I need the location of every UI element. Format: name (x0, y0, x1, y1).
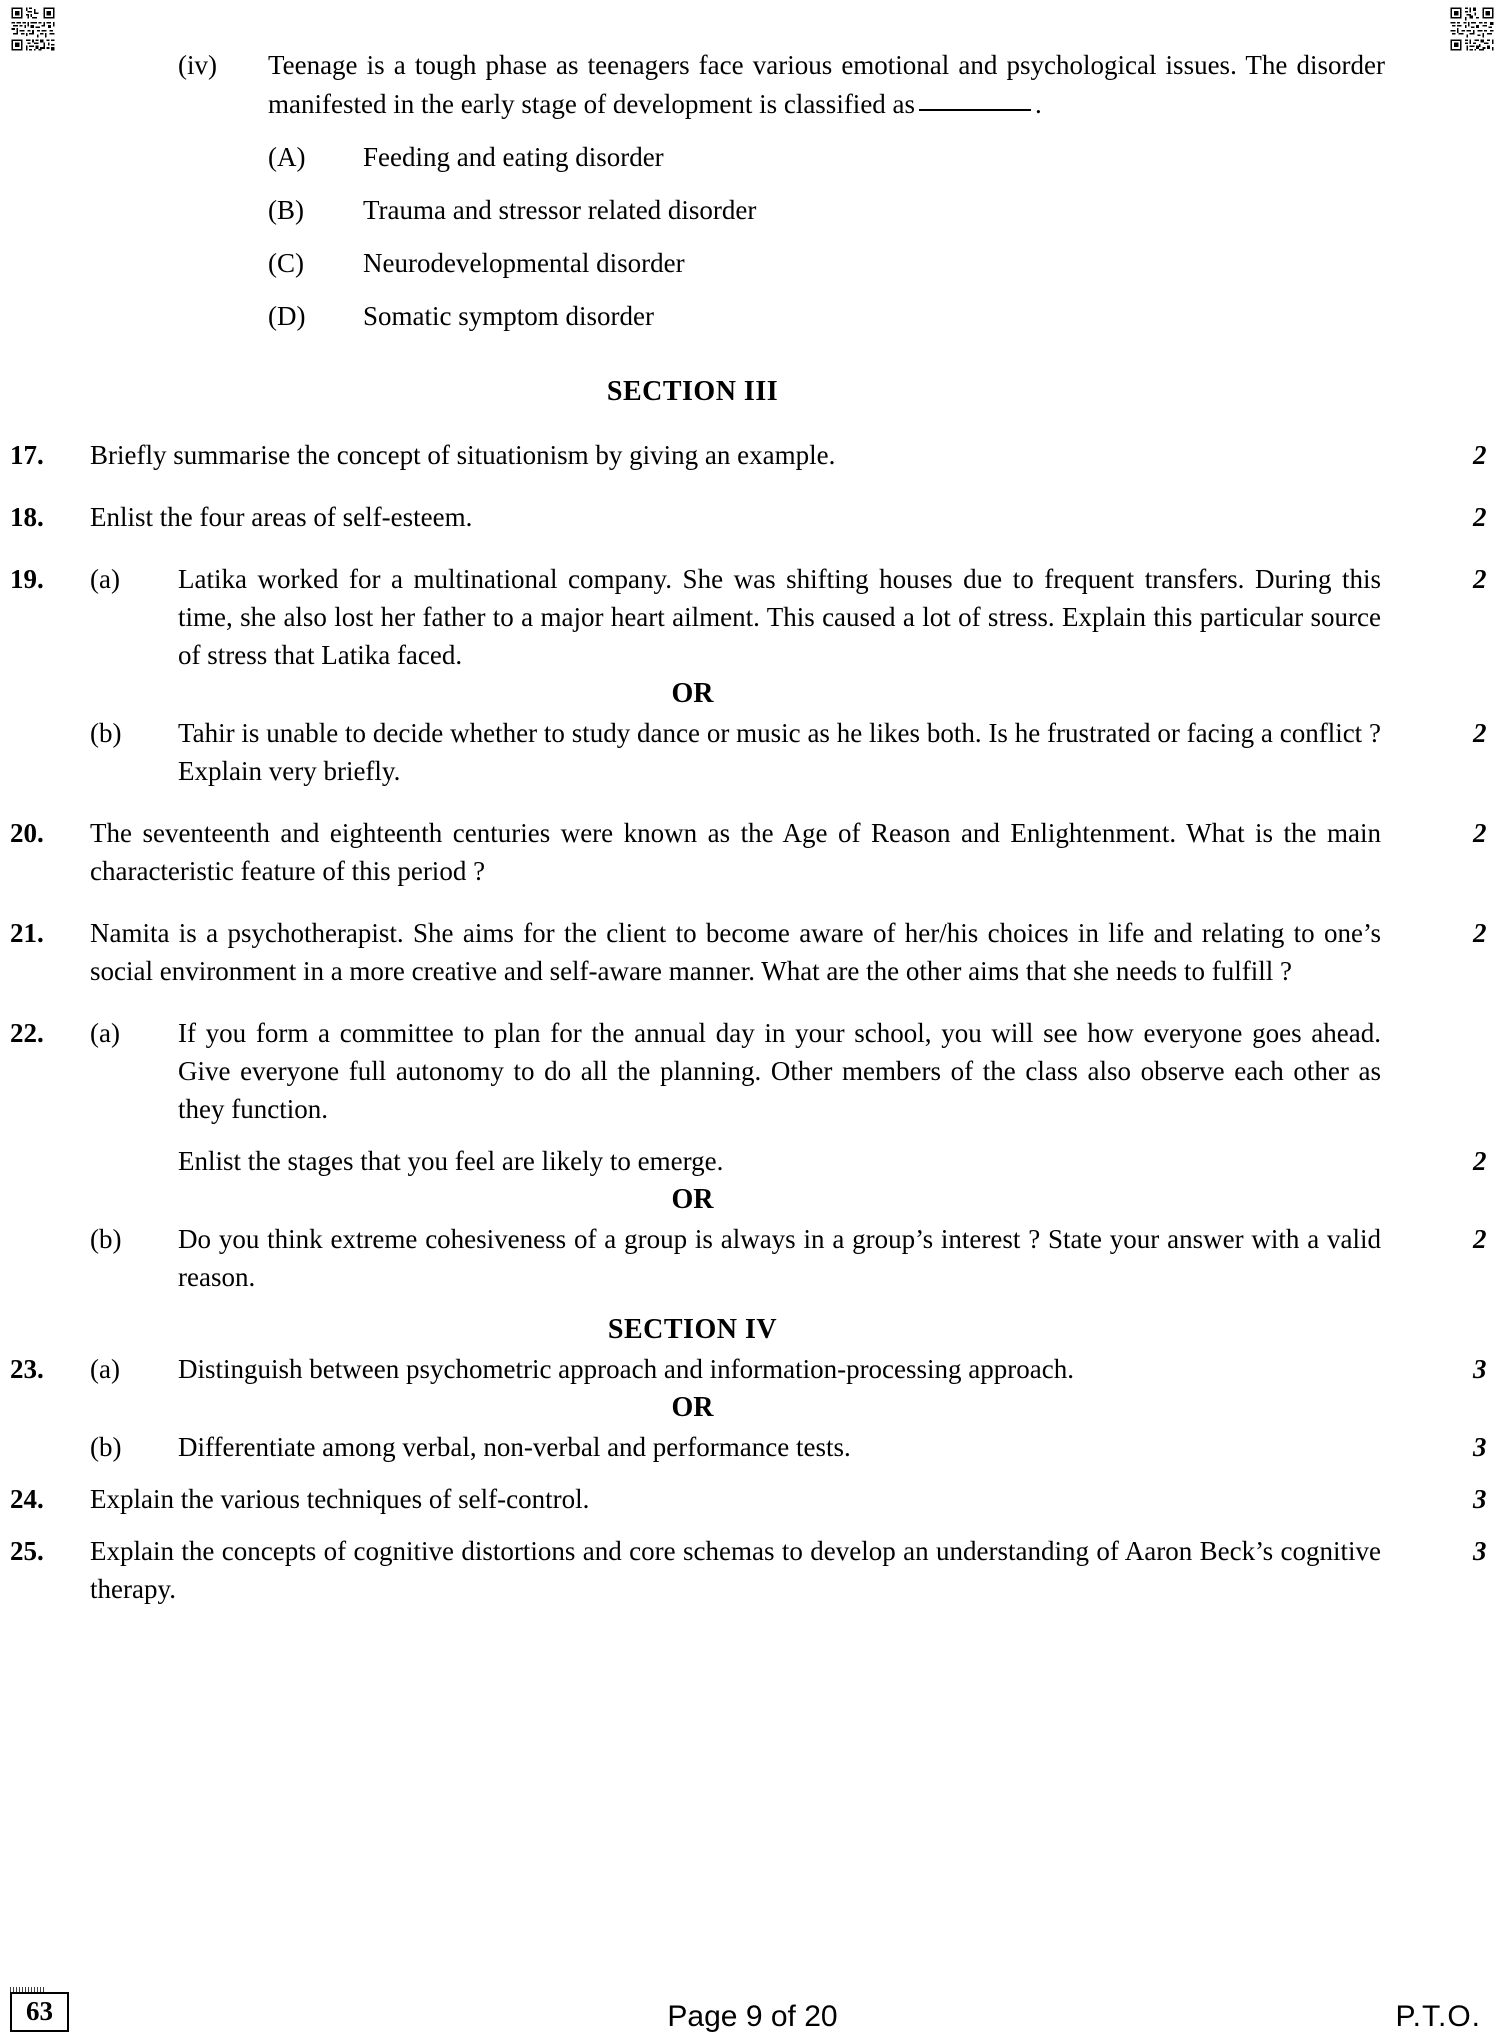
question-marks: 2 (1473, 818, 1487, 848)
fill-in-blank (919, 109, 1031, 111)
mcq-option-letter: (A) (268, 142, 306, 172)
mcq-option-d[interactable] (0, 297, 1505, 336)
question-marks: 2 (1473, 502, 1487, 532)
mcq-option-text: Neurodevelopmental disorder (363, 248, 685, 278)
question-paper-content (0, 46, 1505, 1608)
spacer (0, 336, 1505, 372)
mcq-option-c[interactable] (0, 244, 1505, 283)
mcq-stem-text (268, 46, 1505, 124)
question-23a (0, 1350, 1505, 1388)
question-marks: 3 (1473, 1484, 1487, 1514)
question-text: Distinguish between psychometric approach and information-processing approach. (178, 1354, 1074, 1384)
mcq-option-text: Trauma and stressor related disorder (363, 195, 757, 225)
question-number: 23. (10, 1354, 44, 1384)
question-sublabel: (b) (90, 718, 122, 748)
question-24 (0, 1480, 1505, 1518)
question-18 (0, 498, 1505, 536)
question-text: Namita is a psychotherapist. She aims for the client to become aware of her/his choices in life and relating to one’s social environment in a more creative and self-aware manner. What are the other aims that she needs to fulfill ? (90, 918, 1381, 986)
spacer (0, 1518, 1505, 1532)
paper-code: 63 (10, 1992, 69, 2032)
page-number: Page 9 of 20 (667, 2000, 838, 2033)
question-number: 25. (10, 1536, 44, 1566)
question-marks: 2 (1473, 1146, 1487, 1176)
mcq-option-letter: (C) (268, 248, 304, 278)
question-23b (0, 1428, 1505, 1466)
question-number: 18. (10, 502, 44, 532)
question-22b (0, 1220, 1505, 1296)
mcq-option-letter: (B) (268, 195, 304, 225)
question-25 (0, 1532, 1505, 1608)
mcq-option-text: Feeding and eating disorder (363, 142, 664, 172)
mcq-option-b[interactable] (0, 191, 1505, 230)
mcq-stem (0, 46, 1505, 124)
question-22a-continued (0, 1142, 1505, 1180)
spacer (0, 1296, 1505, 1310)
question-19b (0, 714, 1505, 790)
question-text: Explain the various techniques of self-control. (90, 1484, 590, 1514)
question-marks: 3 (1473, 1354, 1487, 1384)
question-text: The seventeenth and eighteenth centuries were known as the Age of Reason and Enlightenment. What is the main characteristic feature of this period ? (90, 818, 1381, 886)
spacer (0, 412, 1505, 436)
question-17 (0, 436, 1505, 474)
question-text: Latika worked for a multinational company. She was shifting houses due to frequent transfers. During this time, she also lost her father to a major heart ailment. This caused a lot of stress. Explain this particular source of stress that Latika faced. (178, 564, 1381, 670)
mcq-stem-sentence: Teenage is a tough phase as teenagers face various emotional and psychological issues. The disorder manifested in the early stage of development is classified as (268, 50, 1385, 119)
question-22a (0, 1014, 1505, 1128)
question-sublabel: (a) (90, 1018, 120, 1048)
or-separator: OR (671, 678, 714, 709)
spacer (0, 283, 1505, 297)
question-number: 17. (10, 440, 44, 470)
question-text: Tahir is unable to decide whether to study dance or music as he likes both. Is he frustrated or facing a conflict ? Explain very briefly. (178, 718, 1381, 786)
spacer (0, 1466, 1505, 1480)
question-marks: 2 (1473, 440, 1487, 470)
mcq-stem-label: (iv) (178, 50, 217, 80)
question-number: 20. (10, 818, 44, 848)
question-number: 24. (10, 1484, 44, 1514)
question-sublabel: (b) (90, 1432, 122, 1462)
question-text: Do you think extreme cohesiveness of a group is always in a group’s interest ? State your answer with a valid reason. (178, 1224, 1381, 1292)
question-text: Differentiate among verbal, non-verbal and performance tests. (178, 1432, 851, 1462)
question-21 (0, 914, 1505, 990)
section-heading-four: SECTION IV (607, 1314, 778, 1345)
pto-label: P.T.O. (1395, 2000, 1481, 2033)
question-text: If you form a committee to plan for the annual day in your school, you will see how everyone goes ahead. Give everyone full autonomy to do all the planning. Other members of the class also observe each other as they function. (178, 1018, 1381, 1124)
or-separator: OR (671, 1392, 714, 1423)
mcq-option-a[interactable] (0, 138, 1505, 177)
question-20 (0, 814, 1505, 890)
question-marks: 2 (1473, 564, 1487, 594)
spacer (0, 230, 1505, 244)
question-text: Explain the concepts of cognitive distortions and core schemas to develop an understanding of Aaron Beck’s cognitive therapy. (90, 1536, 1381, 1604)
question-sublabel: (a) (90, 564, 120, 594)
spacer (0, 790, 1505, 814)
question-number: 19. (10, 564, 44, 594)
question-marks: 3 (1473, 1432, 1487, 1462)
question-text: Enlist the stages that you feel are likely to emerge. (178, 1146, 724, 1176)
spacer (0, 177, 1505, 191)
question-text: Enlist the four areas of self-esteem. (90, 502, 473, 532)
mcq-option-letter: (D) (268, 301, 306, 331)
question-number: 21. (10, 918, 44, 948)
spacer (0, 990, 1505, 1014)
or-separator: OR (671, 1184, 714, 1215)
mcq-stem-period: . (1035, 89, 1042, 119)
spacer (0, 474, 1505, 498)
section-heading-three: SECTION III (606, 376, 779, 407)
mcq-option-text: Somatic symptom disorder (363, 301, 654, 331)
question-marks: 2 (1473, 1224, 1487, 1254)
spacer (0, 1128, 1505, 1142)
question-marks: 3 (1473, 1536, 1487, 1566)
question-marks: 2 (1473, 918, 1487, 948)
question-marks: 2 (1473, 718, 1487, 748)
question-sublabel: (b) (90, 1224, 122, 1254)
question-number: 22. (10, 1018, 44, 1048)
page-footer (0, 1970, 1505, 2034)
question-19a (0, 560, 1505, 674)
question-text: Briefly summarise the concept of situationism by giving an example. (90, 440, 836, 470)
spacer (0, 890, 1505, 914)
spacer (0, 536, 1505, 560)
spacer (0, 124, 1505, 138)
question-sublabel: (a) (90, 1354, 120, 1384)
